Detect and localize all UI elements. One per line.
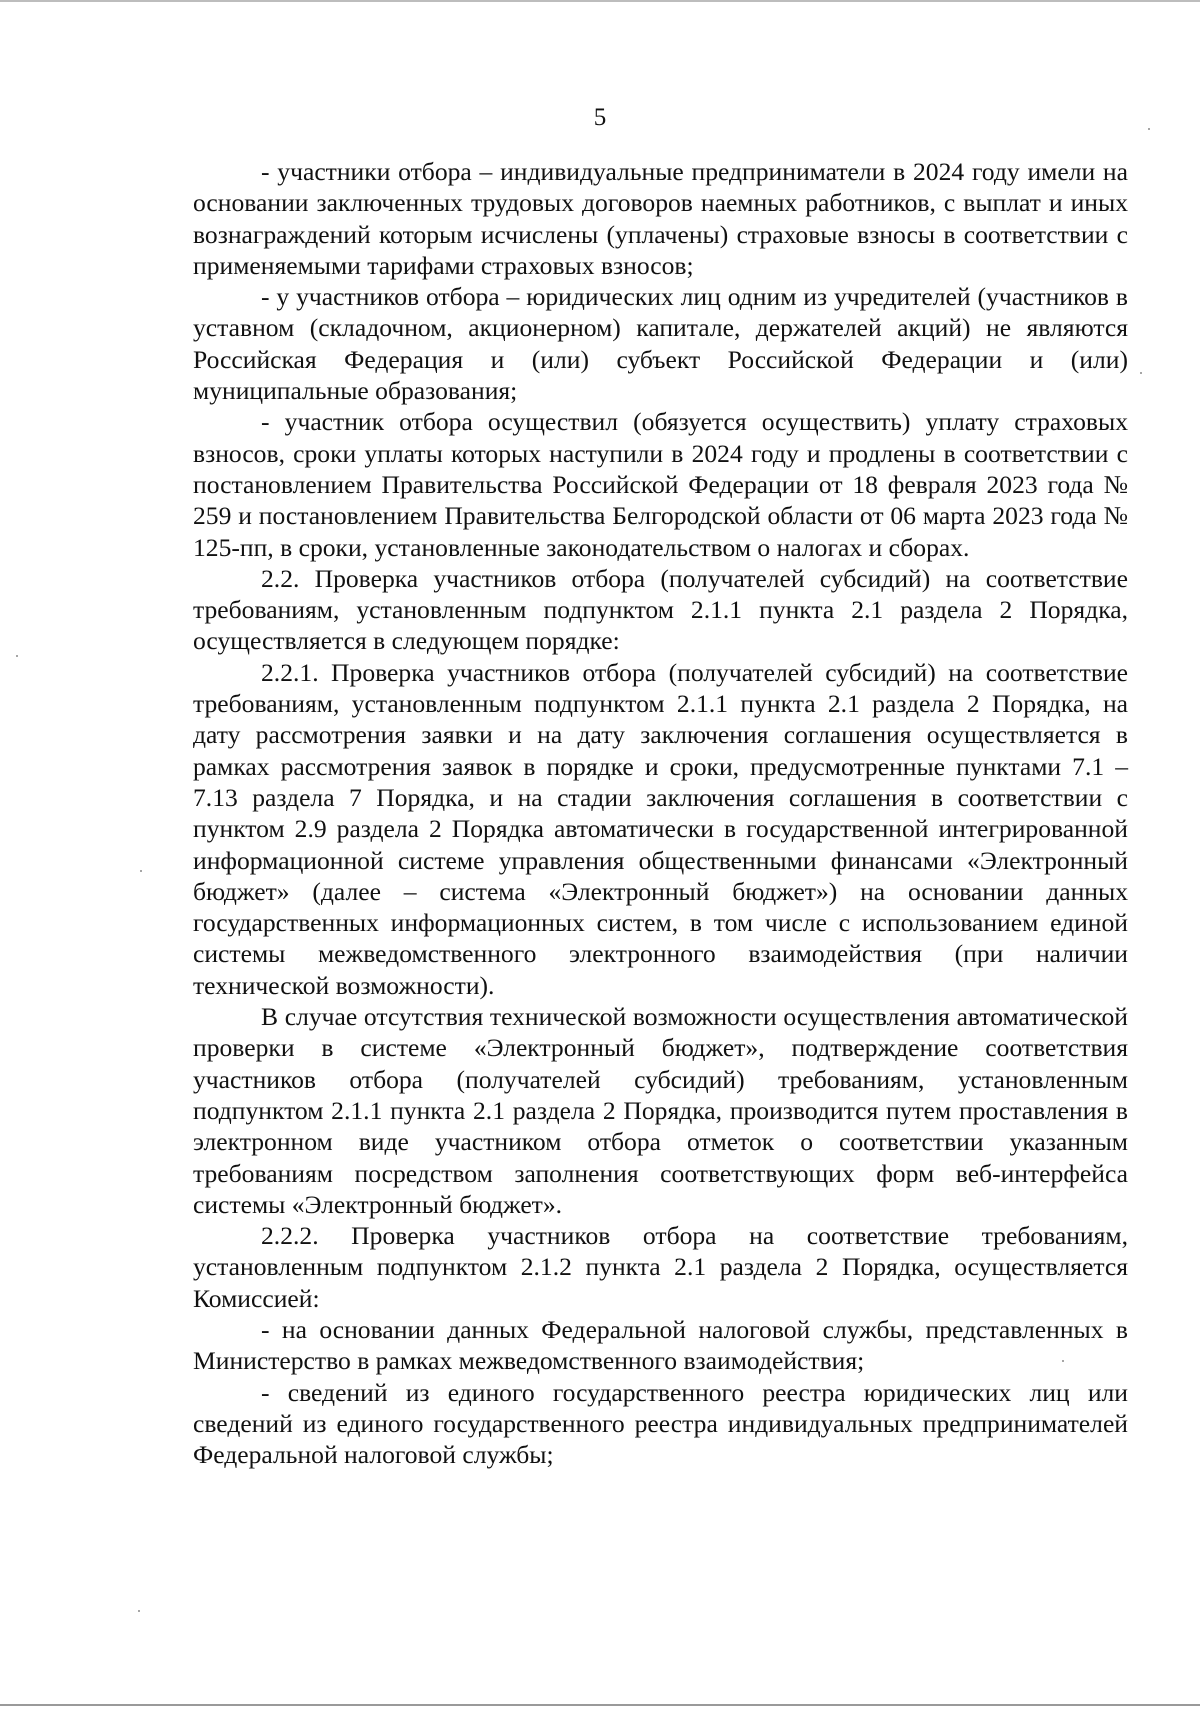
paragraph-section-2-2: 2.2. Проверка участников отбора (получателей субсидий) на соответствие требованиям, установленным подпунктом 2.1.1 пункта 2.1 раздела 2 Порядка, осуществляется в следующем порядке: (193, 563, 1128, 656)
scan-speck (140, 870, 142, 872)
paragraph-tax-service-data: - на основании данных Федеральной налоговой службы, представленных в Министерство в рамках межведомственного взаимодействия; (193, 1314, 1128, 1376)
paragraph-legal-entities-founders: - у участников отбора – юридических лиц одним из учредителей (участников в уставном (складочном, акционерном) капитале, держателей акций) не являются Российская Федерация и (или) субъект Российской Федерации и (или) муниципальные образования; (193, 282, 1128, 406)
paragraph-section-2-2-1: 2.2.1. Проверка участников отбора (получателей субсидий) на соответствие требованиям, установленным подпунктом 2.1.1 пункта 2.1 раздела 2 Порядка, на дату рассмотрения заявки и на дату заключения соглашения осуществляется в рамках рассмотрения заявок в порядке и сроки, предусмотренные пунктами 7.1 – 7.13 раздела 7 Порядка, и на стадии заключения соглашения в соответствии с пунктом 2.9 раздела 2 Порядка автоматически в государственной интегрированной информационной системе управления общественными финансами «Электронный бюджет» (далее – система «Электронный бюджет») на основании данных государственных информационных систем, в том числе с использованием единой системы межведомственного электронного взаимодействия (при наличии технической возможности). (193, 657, 1128, 1000)
document-body (193, 156, 1128, 1470)
scan-speck (1062, 1360, 1064, 1362)
scan-edge-bottom (0, 1704, 1200, 1706)
paragraph-insurance-contributions: - участник отбора осуществил (обязуется осуществить) уплату страховых взносов, сроки уплаты которых наступили в 2024 году и продлены в соответствии с постановлением Правительства Российской Федерации от 18 февраля 2023 года № 259 и постановлением Правительства Белгородской области от 06 марта 2023 года № 125-пп, в сроки, установленные законодательством о налогах и сборах. (193, 407, 1128, 562)
scan-speck (138, 1610, 140, 1612)
paragraph-section-2-2-2: 2.2.2. Проверка участников отбора на соответствие требованиям, установленным подпунктом 2.1.2 пункта 2.1 раздела 2 Порядка, осуществляется Комиссией: (193, 1221, 1128, 1313)
page-number: 5 (593, 104, 607, 131)
paragraph-entrepreneurs-employees: - участники отбора – индивидуальные предприниматели в 2024 году имели на основании заключенных трудовых договоров наемных работников, с выплат и иных вознаграждений которым исчислены (уплачены) страховые взносы в соответствии с применяемыми тарифами страховых взносов; (193, 157, 1128, 280)
paragraph-no-technical-possibility: В случае отсутствия технической возможности осуществления автоматической проверки в системе «Электронный бюджет», подтверждение соответствия участников отбора (получателей субсидий) требованиям, установленным подпунктом 2.1.1 пункта 2.1 раздела 2 Порядка, производится путем проставления в электронном виде участником отбора отметок о соответствии указанным требованиям посредством заполнения соответствующих форм веб-интерфейса системы «Электронный бюджет». (193, 1002, 1128, 1219)
scan-speck (1148, 128, 1150, 130)
paragraph-state-registry: - сведений из единого государственного реестра юридических лиц или сведений из единого государственного реестра индивидуальных предпринимателей Федеральной налоговой службы; (193, 1377, 1128, 1470)
scan-speck (1140, 372, 1142, 374)
scan-edge-top (0, 0, 1200, 2)
scan-speck (16, 655, 18, 657)
